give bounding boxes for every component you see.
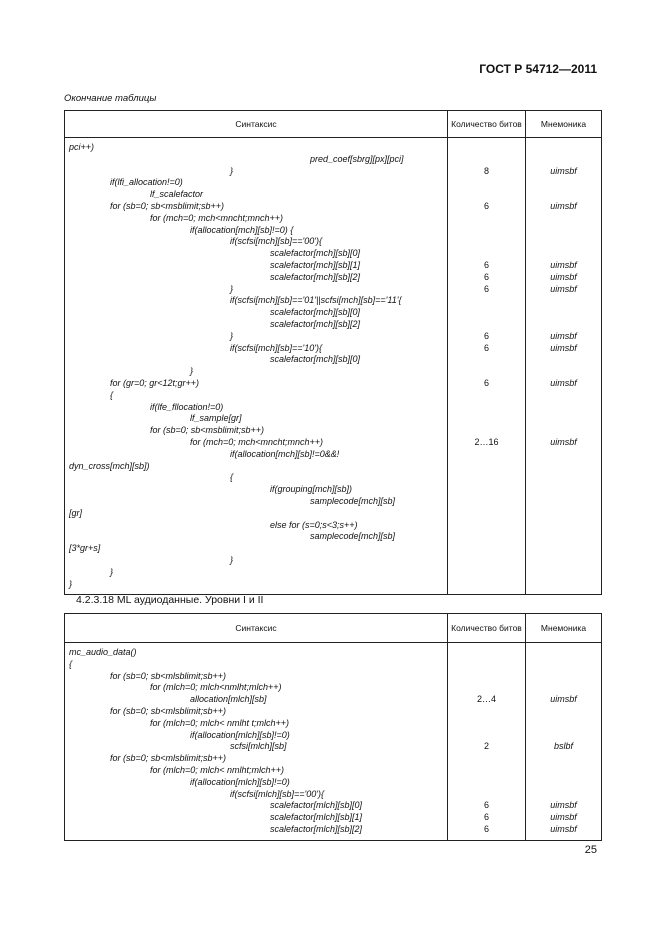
header-syntax: Синтаксис: [65, 614, 448, 643]
syntax-line: mc_audio_data(): [69, 647, 137, 657]
section-title: 4.2.3.18 ML аудиоданные. Уровни I и II: [76, 594, 264, 606]
syntax-line: for (mlch=0; mlch<nmlht;mlch++): [150, 682, 282, 693]
syntax-line: pci++): [69, 142, 95, 152]
bit-count-cell: [448, 643, 526, 841]
syntax-line: }: [230, 330, 234, 341]
syntax-line: for (mlch=0; mlch< nmlht t;mlch++): [150, 717, 290, 728]
syntax-line: for (mch=0; mch<mncht;mnch++): [190, 437, 324, 447]
mnemonic-value: uimsbf: [550, 694, 577, 705]
syntax-line: for (sb=0; sb<mlsblimit;sb++): [110, 670, 227, 681]
mnemonic-value: uimsbf: [550, 378, 577, 388]
bit-count-value: 6: [483, 283, 489, 294]
bit-count-value: 2…4: [476, 694, 496, 705]
syntax-table-1: [64, 110, 602, 595]
syntax-line: pred_coef[sbrg][px][pci]: [310, 153, 404, 164]
syntax-line: scalefactor[mch][sb][2]: [270, 271, 361, 282]
mnemonic-value: uimsbf: [550, 812, 577, 823]
syntax-table-2: [64, 613, 602, 841]
syntax-line: scalefactor[mch][sb][0]: [270, 307, 361, 318]
syntax-line: if(allocation[mlch][sb]!=0): [190, 776, 290, 787]
mnemonic-value: uimsbf: [550, 437, 577, 447]
mnemonic-value: uimsbf: [550, 165, 577, 176]
syntax-line: [gr]: [69, 507, 83, 518]
syntax-line: for (sb=0; sb<mlsblimit;sb++): [110, 753, 227, 764]
syntax-line: if(lfi_allocation!=0): [110, 177, 183, 188]
mnemonic-cell: [526, 643, 602, 841]
syntax-line: if(grouping[mch][sb]): [270, 484, 353, 495]
syntax-line: }: [110, 566, 114, 577]
bit-count-value: 2…16: [474, 437, 499, 447]
bit-count-value: 2: [483, 741, 489, 752]
bit-count-value: 6: [483, 330, 489, 341]
syntax-line: samplecode[mch][sb]: [310, 496, 396, 506]
mnemonic-cell: [526, 138, 602, 595]
syntax-line: samplecode[mch][sb]: [310, 531, 396, 542]
bit-count-cell: [448, 138, 526, 595]
syntax-line: scalefactor[mlch][sb][2]: [270, 824, 363, 834]
syntax-cell: [65, 138, 448, 595]
bit-count-value: 6: [483, 271, 489, 282]
bit-count-value: 6: [483, 342, 489, 353]
bit-count-value: 6: [483, 824, 489, 834]
syntax-line: if(scfsi[mlch][sb]=='00'){: [230, 788, 324, 799]
syntax-line: allocation[mlch][sb]: [190, 694, 267, 705]
syntax-line: }: [69, 578, 73, 589]
syntax-line: if(scfsi[mch][sb]=='00'){: [230, 236, 322, 247]
syntax-line: else for (s=0;s<3;s++): [270, 519, 358, 530]
mnemonic-value: uimsbf: [550, 283, 577, 294]
syntax-line: scalefactor[mch][sb][0]: [270, 354, 361, 365]
syntax-line: scfsi[mlch][sb]: [230, 741, 287, 752]
bit-count-value: 6: [483, 800, 489, 811]
syntax-line: if(scfsi[mch][sb]=='10'){: [230, 342, 322, 353]
syntax-line: for (sb=0; sb<mlsblimit;sb++): [110, 706, 227, 716]
mnemonic-value: uimsbf: [550, 271, 577, 282]
syntax-line: }: [230, 283, 234, 294]
syntax-line: lf_scalefactor: [150, 189, 204, 200]
mnemonic-value: uimsbf: [550, 342, 577, 353]
header-syntax: Синтаксис: [65, 111, 448, 138]
syntax-line: for (mch=0; mch<mncht;mnch++): [150, 212, 284, 223]
syntax-line: {: [110, 389, 114, 400]
mnemonic-value: uimsbf: [550, 201, 577, 211]
table-caption: Окончание таблицы: [64, 93, 157, 104]
syntax-line: dyn_cross[mch][sb]): [69, 460, 150, 471]
table-body-row: [65, 643, 602, 841]
syntax-line: lf_sample[gr]: [190, 413, 242, 424]
mnemonic-value: uimsbf: [550, 260, 577, 270]
mnemonic-value: uimsbf: [550, 330, 577, 341]
syntax-line: if(scfsi[mch][sb]=='01'||scfsi[mch][sb]=='11'{: [230, 295, 402, 306]
syntax-cell: [65, 643, 448, 841]
header-bit-count: Количество битов: [448, 111, 526, 138]
bit-count-value: 6: [483, 812, 489, 823]
syntax-line: }: [230, 555, 234, 565]
syntax-line: for (mlch=0; mlch< nmlht;mlch++): [150, 765, 285, 775]
syntax-line: if(allocation[mch][sb]!=0&&!: [230, 448, 340, 459]
mnemonic-value: uimsbf: [550, 800, 577, 811]
bit-count-value: 6: [483, 260, 489, 270]
page-number: 25: [584, 844, 597, 856]
syntax-line: }: [230, 165, 234, 176]
table-header-row: [65, 614, 602, 643]
table-body-row: [65, 138, 602, 595]
syntax-line: for (gr=0; gr<12t;gr++): [110, 378, 200, 388]
syntax-line: {: [69, 658, 73, 669]
header-mnemonic: Мнемоника: [526, 111, 602, 138]
standard-header: ГОСТ Р 54712—2011: [479, 62, 597, 76]
syntax-line: if(allocation[mlch][sb]!=0): [190, 729, 290, 740]
syntax-line: if(allocation[mch][sb]!=0) {: [190, 224, 294, 235]
mnemonic-value: uimsbf: [550, 824, 577, 834]
syntax-line: scalefactor[mch][sb][2]: [270, 319, 361, 329]
syntax-line: scalefactor[mlch][sb][1]: [270, 812, 363, 823]
header-bit-count: Количество битов: [448, 614, 526, 643]
mnemonic-value: bslbf: [553, 741, 573, 752]
syntax-line: scalefactor[mch][sb][1]: [270, 260, 361, 270]
syntax-line: [3*gr+s]: [69, 543, 101, 554]
bit-count-value: 6: [483, 201, 489, 211]
syntax-line: scalefactor[mch][sb][0]: [270, 248, 361, 259]
syntax-line: }: [190, 366, 194, 377]
syntax-line: scalefactor[mlch][sb][0]: [270, 800, 363, 811]
header-mnemonic: Мнемоника: [526, 614, 602, 643]
syntax-line: if(lfe_fllocation!=0): [150, 401, 224, 412]
syntax-line: {: [230, 472, 234, 483]
bit-count-value: 6: [483, 378, 489, 388]
syntax-line: for (sb=0; sb<msblimit;sb++): [110, 201, 225, 211]
syntax-line: for (sb=0; sb<msblimit;sb++): [150, 425, 265, 436]
table-header-row: [65, 111, 602, 138]
bit-count-value: 8: [483, 165, 489, 176]
